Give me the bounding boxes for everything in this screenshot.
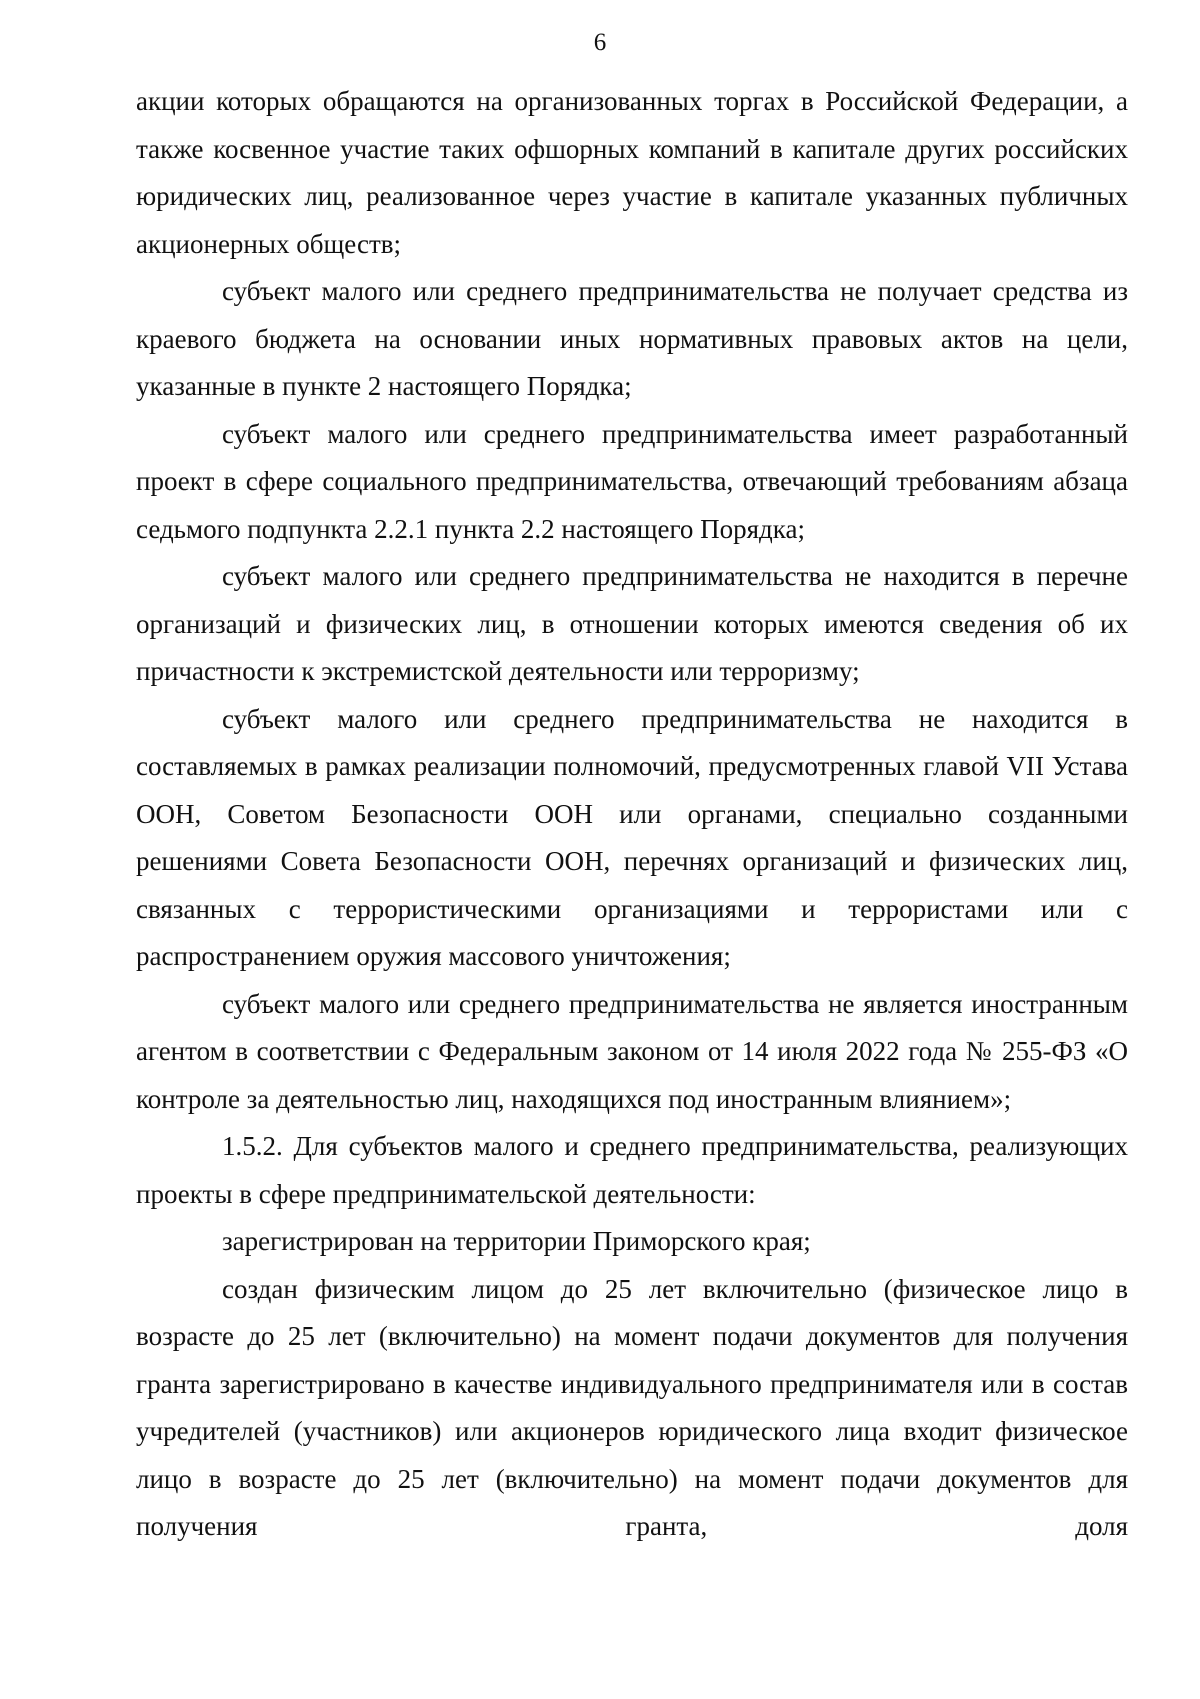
paragraph-section-1-5-2: 1.5.2. Для субъектов малого и среднего предпринимательства, реализующих проекты в сфере предпринимательской деятельности:: [136, 1131, 1128, 1209]
paragraph-offshore-participation: акции которых обращаются на организованных торгах в Российской Федерации, а также косвенное участие таких офшорных компаний в капитале других российских юридических лиц, реализованное через участие в капитале указанных публичных акционерных обществ;: [136, 86, 1128, 259]
paragraph-no-budget-funds: субъект малого или среднего предпринимательства не получает средства из краевого бюджета на основании иных нормативных правовых актов на цели, указанные в пункте 2 настоящего Порядка;: [136, 276, 1128, 401]
paragraph-primorsky-registration: зарегистрирован на территории Приморского края;: [222, 1226, 811, 1256]
paragraph-under-25-founder: создан физическим лицом до 25 лет включительно (физическое лицо в возрасте до 25 лет (включительно) на момент подачи документов для получения гранта зарегистрировано в качестве индивидуального предпринимателя или в состав учредителей (участников) или акционеров юридического лица входит физическое лицо в возрасте до 25 лет (включительно) на момент подачи документов для получения гранта, доля: [136, 1273, 1128, 1541]
paragraph-social-project: субъект малого или среднего предпринимательства имеет разработанный проект в сфере социального предпринимательства, отвечающий требованиям абзаца седьмого подпункта 2.2.1 пункта 2.2 настоящего Порядка;: [136, 418, 1128, 544]
paragraph-extremism-list: субъект малого или среднего предпринимательства не находится в перечне организаций и физических лиц, в отношении которых имеются сведения об их причастности к экстремистской деятельности или терроризму;: [136, 561, 1128, 686]
document-body: [136, 78, 1128, 1551]
paragraph-foreign-agent: субъект малого или среднего предпринимательства не является иностранным агентом в соответствии с Федеральным законом от 14 июля 2022 года № 255-ФЗ «О контроле за деятельностью лиц, находящихся под иностранным влиянием»;: [136, 988, 1128, 1114]
paragraph-un-sanctions-list: субъект малого или среднего предпринимательства не находится в составляемых в рамках реализации полномочий, предусмотренных главой VII Устава ООН, Советом Безопасности ООН или органами, специально созданными решениями Совета Безопасности ООН, перечнях организаций и физических лиц, связанных с террористическими организациями и террористами или с распространением оружия массового уничтожения;: [136, 703, 1128, 971]
page-number: 6: [593, 29, 607, 56]
